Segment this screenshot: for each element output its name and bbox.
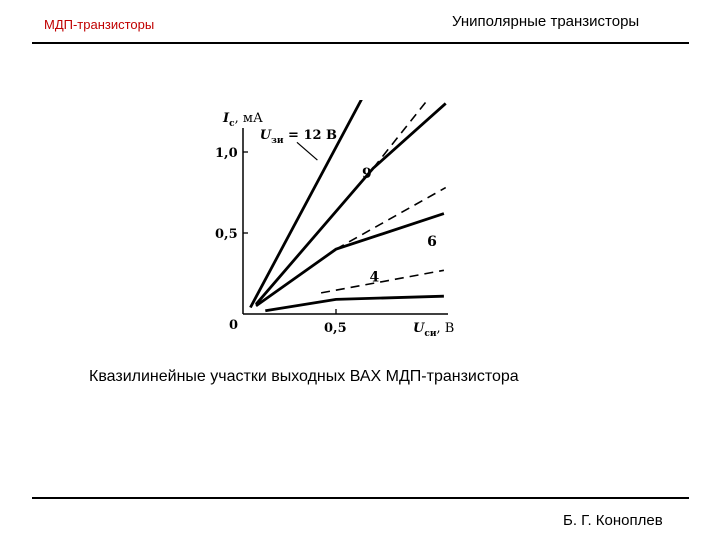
series-label-12-leader [297,142,317,160]
series-label-4: 4 [369,269,380,286]
slide-title: Униполярные транзисторы [452,13,640,30]
series-label-6: 6 [427,233,437,250]
footer-divider [32,497,689,499]
figure-caption: Квазилинейные участки выходных ВАХ МДП-транзистора [89,368,519,385]
y-axis-label: $I_с$, мА [223,111,263,129]
author-name: Б. Г. Коноплев [563,512,663,529]
x-tick-label-0: 0,5 [324,321,347,336]
series-line-4 [265,296,444,311]
series-line-6 [256,214,444,306]
series-line-4-dashed [321,270,444,293]
vah-chart [205,100,475,345]
section-label: МДП-транзисторы [44,17,155,32]
x-axis-label: $U_{си}$, В [413,321,455,339]
origin-label: 0 [229,318,239,333]
y-tick-label-1: 1,0 [215,146,238,161]
series-label-9: 9 [362,165,372,182]
header-divider [32,42,689,44]
series-label-12: $U_{зи} = 12$ В [259,128,338,147]
y-tick-label-0: 0,5 [215,227,238,242]
